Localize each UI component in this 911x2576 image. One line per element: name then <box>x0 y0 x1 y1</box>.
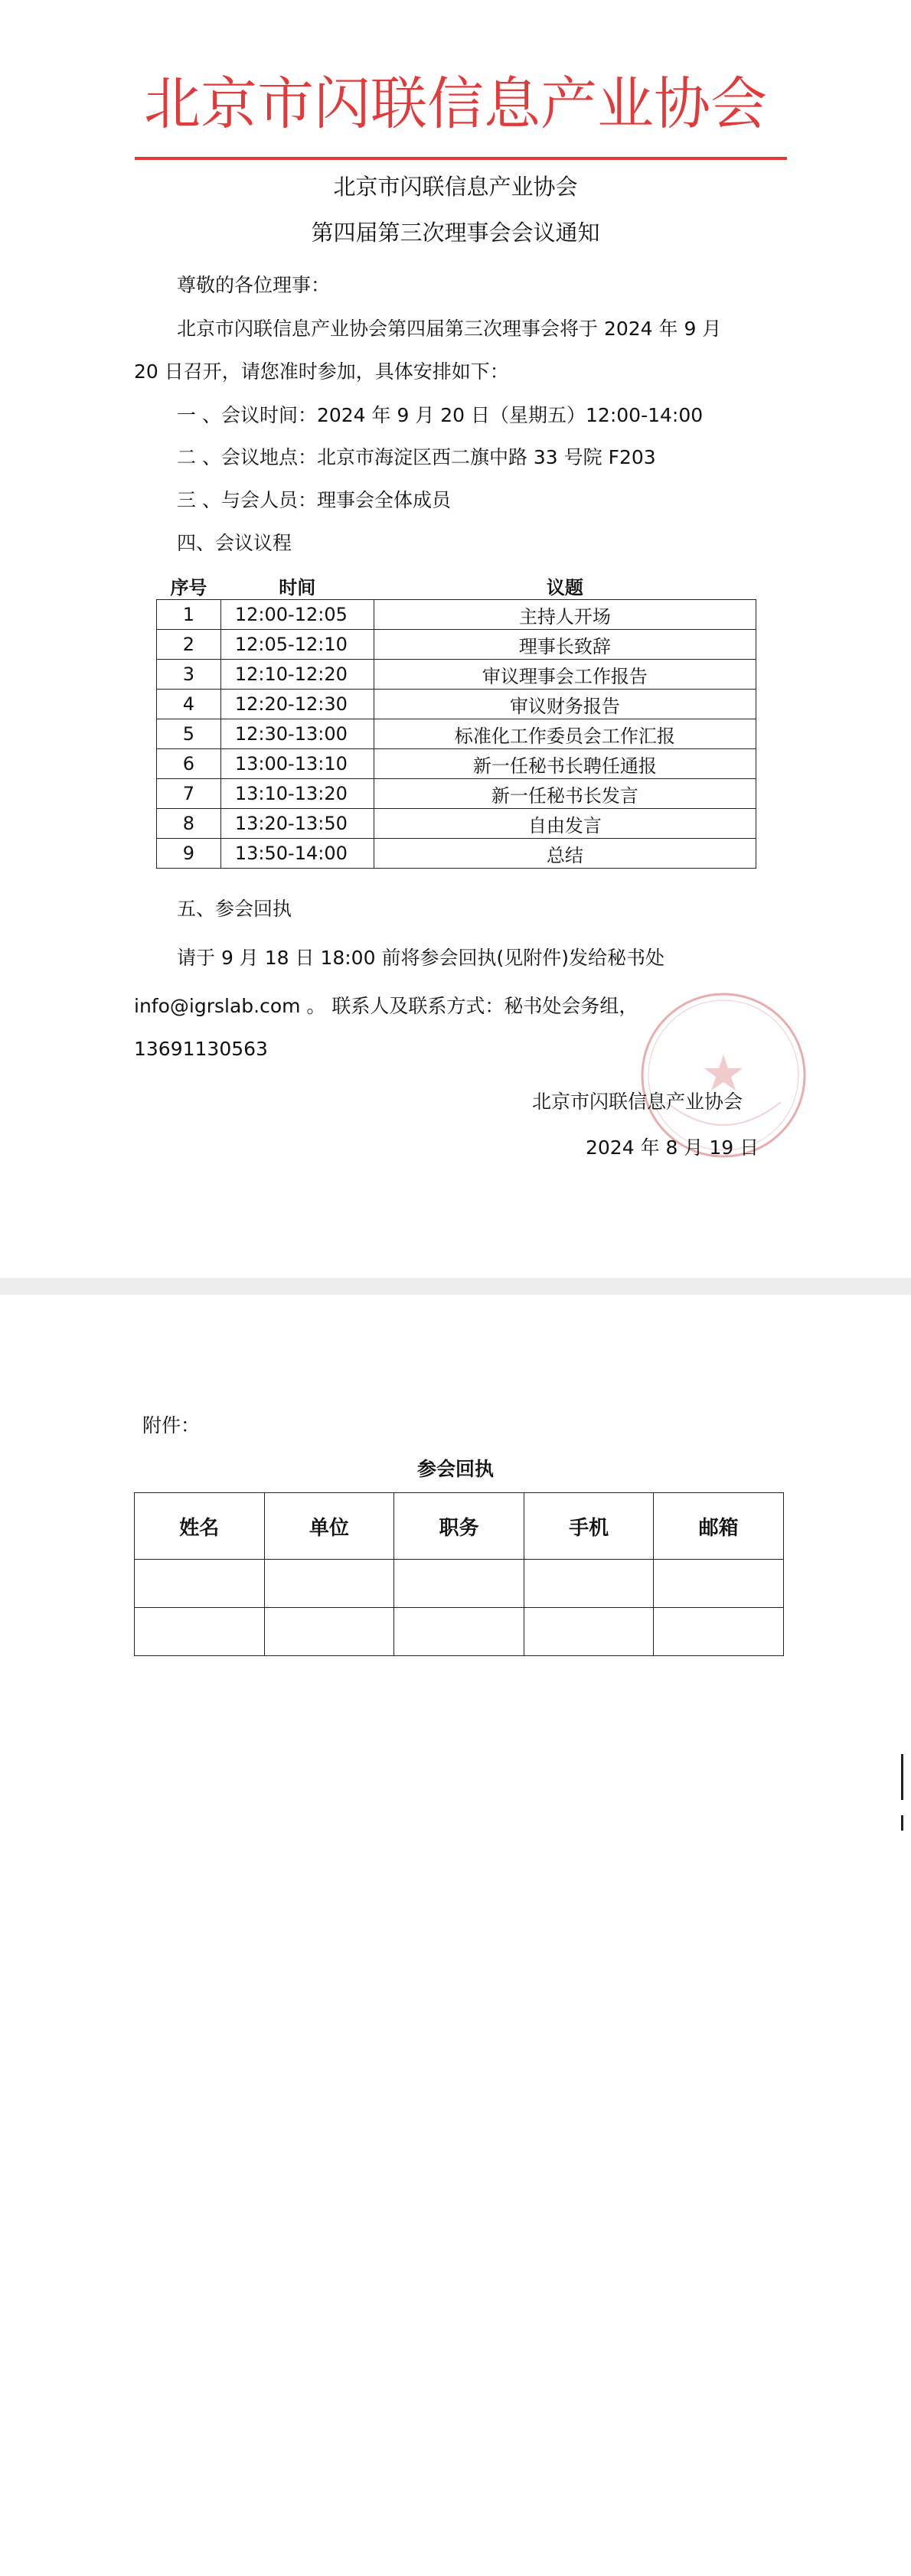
reply-header-position: 职务 <box>394 1493 524 1560</box>
agenda-index: 1 <box>157 600 221 630</box>
agenda-time: 12:20-12:30 <box>220 690 374 719</box>
scan-artifact <box>901 1754 903 1800</box>
reply-cell-phone[interactable] <box>524 1608 654 1656</box>
reply-cell-unit[interactable] <box>264 1560 394 1608</box>
reply-cell-name[interactable] <box>135 1608 265 1656</box>
reply-heading: 五、参会回执 <box>177 898 292 920</box>
agenda-topic: 审议财务报告 <box>374 690 756 719</box>
reply-cell-email[interactable] <box>654 1608 784 1656</box>
reply-form-title: 参会回执 <box>416 1458 494 1480</box>
contact-phone: 13691130563 <box>134 1038 268 1060</box>
agenda-index: 7 <box>157 779 221 809</box>
meeting-attendees: 三 、与会人员：理事会全体成员 <box>177 489 451 511</box>
reply-header-row <box>135 1493 784 1560</box>
document-org: 北京市闪联信息产业协会 <box>333 174 578 200</box>
agenda-topic: 自由发言 <box>374 809 756 839</box>
agenda-header-time: 时间 <box>279 577 316 598</box>
agenda-index: 2 <box>157 630 221 660</box>
signature-date: 2024 年 8 月 19 日 <box>586 1136 759 1159</box>
reply-header-email: 邮箱 <box>654 1493 784 1560</box>
agenda-topic: 新一任秘书长聘任通报 <box>374 749 756 779</box>
table-row <box>135 1560 784 1608</box>
notice-page <box>0 0 911 1278</box>
reply-instruction-line-1: 请于 9 月 18 日 18:00 前将参会回执(见附件)发给秘书处 <box>177 947 664 969</box>
signature-org: 北京市闪联信息产业协会 <box>532 1091 743 1113</box>
table-row <box>157 719 756 749</box>
agenda-topic: 审议理事会工作报告 <box>374 660 756 690</box>
reply-cell-name[interactable] <box>135 1560 265 1608</box>
reply-cell-position[interactable] <box>394 1560 524 1608</box>
attachment-page <box>0 1295 911 2576</box>
salutation: 尊敬的各位理事： <box>177 274 331 296</box>
agenda-index: 8 <box>157 809 221 839</box>
reply-form-table <box>134 1492 784 1656</box>
reply-header-phone: 手机 <box>524 1493 654 1560</box>
table-row <box>157 809 756 839</box>
meeting-time: 一 、会议时间：2024 年 9 月 20 日（星期五）12:00-14:00 <box>177 404 704 426</box>
agenda-topic: 总结 <box>374 839 756 869</box>
table-row <box>157 839 756 869</box>
agenda-time: 12:00-12:05 <box>220 600 374 630</box>
intro-line-1: 北京市闪联信息产业协会第四届第三次理事会将于 2024 年 9 月 <box>177 318 722 340</box>
intro-line-2: 20 日召开，请您准时参加，具体安排如下： <box>134 360 509 383</box>
agenda-table <box>156 572 756 869</box>
reply-header-unit: 单位 <box>264 1493 394 1560</box>
agenda-time: 12:10-12:20 <box>220 660 374 690</box>
table-row <box>157 779 756 809</box>
agenda-index: 6 <box>157 749 221 779</box>
agenda-index: 9 <box>157 839 221 869</box>
agenda-header-topic: 议题 <box>546 577 583 598</box>
letterhead-rule <box>135 157 787 160</box>
table-row <box>157 749 756 779</box>
agenda-time: 13:50-14:00 <box>220 839 374 869</box>
agenda-time: 12:05-12:10 <box>220 630 374 660</box>
reply-cell-position[interactable] <box>394 1608 524 1656</box>
agenda-time: 13:10-13:20 <box>220 779 374 809</box>
reply-instruction-line-2: info@igrslab.com 。 联系人及联系方式：秘书处会务组， <box>134 995 638 1017</box>
attachment-label: 附件： <box>142 1414 201 1436</box>
agenda-index: 3 <box>157 660 221 690</box>
table-row <box>157 600 756 630</box>
agenda-header-row <box>157 572 756 600</box>
scan-artifact <box>901 1815 903 1831</box>
agenda-time: 13:20-13:50 <box>220 809 374 839</box>
agenda-time: 12:30-13:00 <box>220 719 374 749</box>
reply-cell-email[interactable] <box>654 1560 784 1608</box>
table-row <box>157 630 756 660</box>
agenda-topic: 理事长致辞 <box>374 630 756 660</box>
agenda-topic: 新一任秘书长发言 <box>374 779 756 809</box>
agenda-topic: 主持人开场 <box>374 600 756 630</box>
reply-cell-phone[interactable] <box>524 1560 654 1608</box>
document-title: 第四届第三次理事会会议通知 <box>311 220 600 246</box>
agenda-header-index: 序号 <box>170 577 207 598</box>
agenda-topic: 标准化工作委员会工作汇报 <box>374 719 756 749</box>
table-row <box>135 1608 784 1656</box>
agenda-index: 4 <box>157 690 221 719</box>
meeting-location: 二 、会议地点：北京市海淀区西二旗中路 33 号院 F203 <box>177 446 656 468</box>
letterhead-title: 北京市闪联信息产业协会 <box>144 71 767 137</box>
table-row <box>157 690 756 719</box>
table-row <box>157 660 756 690</box>
agenda-time: 13:00-13:10 <box>220 749 374 779</box>
agenda-index: 5 <box>157 719 221 749</box>
reply-cell-unit[interactable] <box>264 1608 394 1656</box>
reply-header-name: 姓名 <box>135 1493 265 1560</box>
agenda-heading: 四、会议议程 <box>177 532 292 554</box>
